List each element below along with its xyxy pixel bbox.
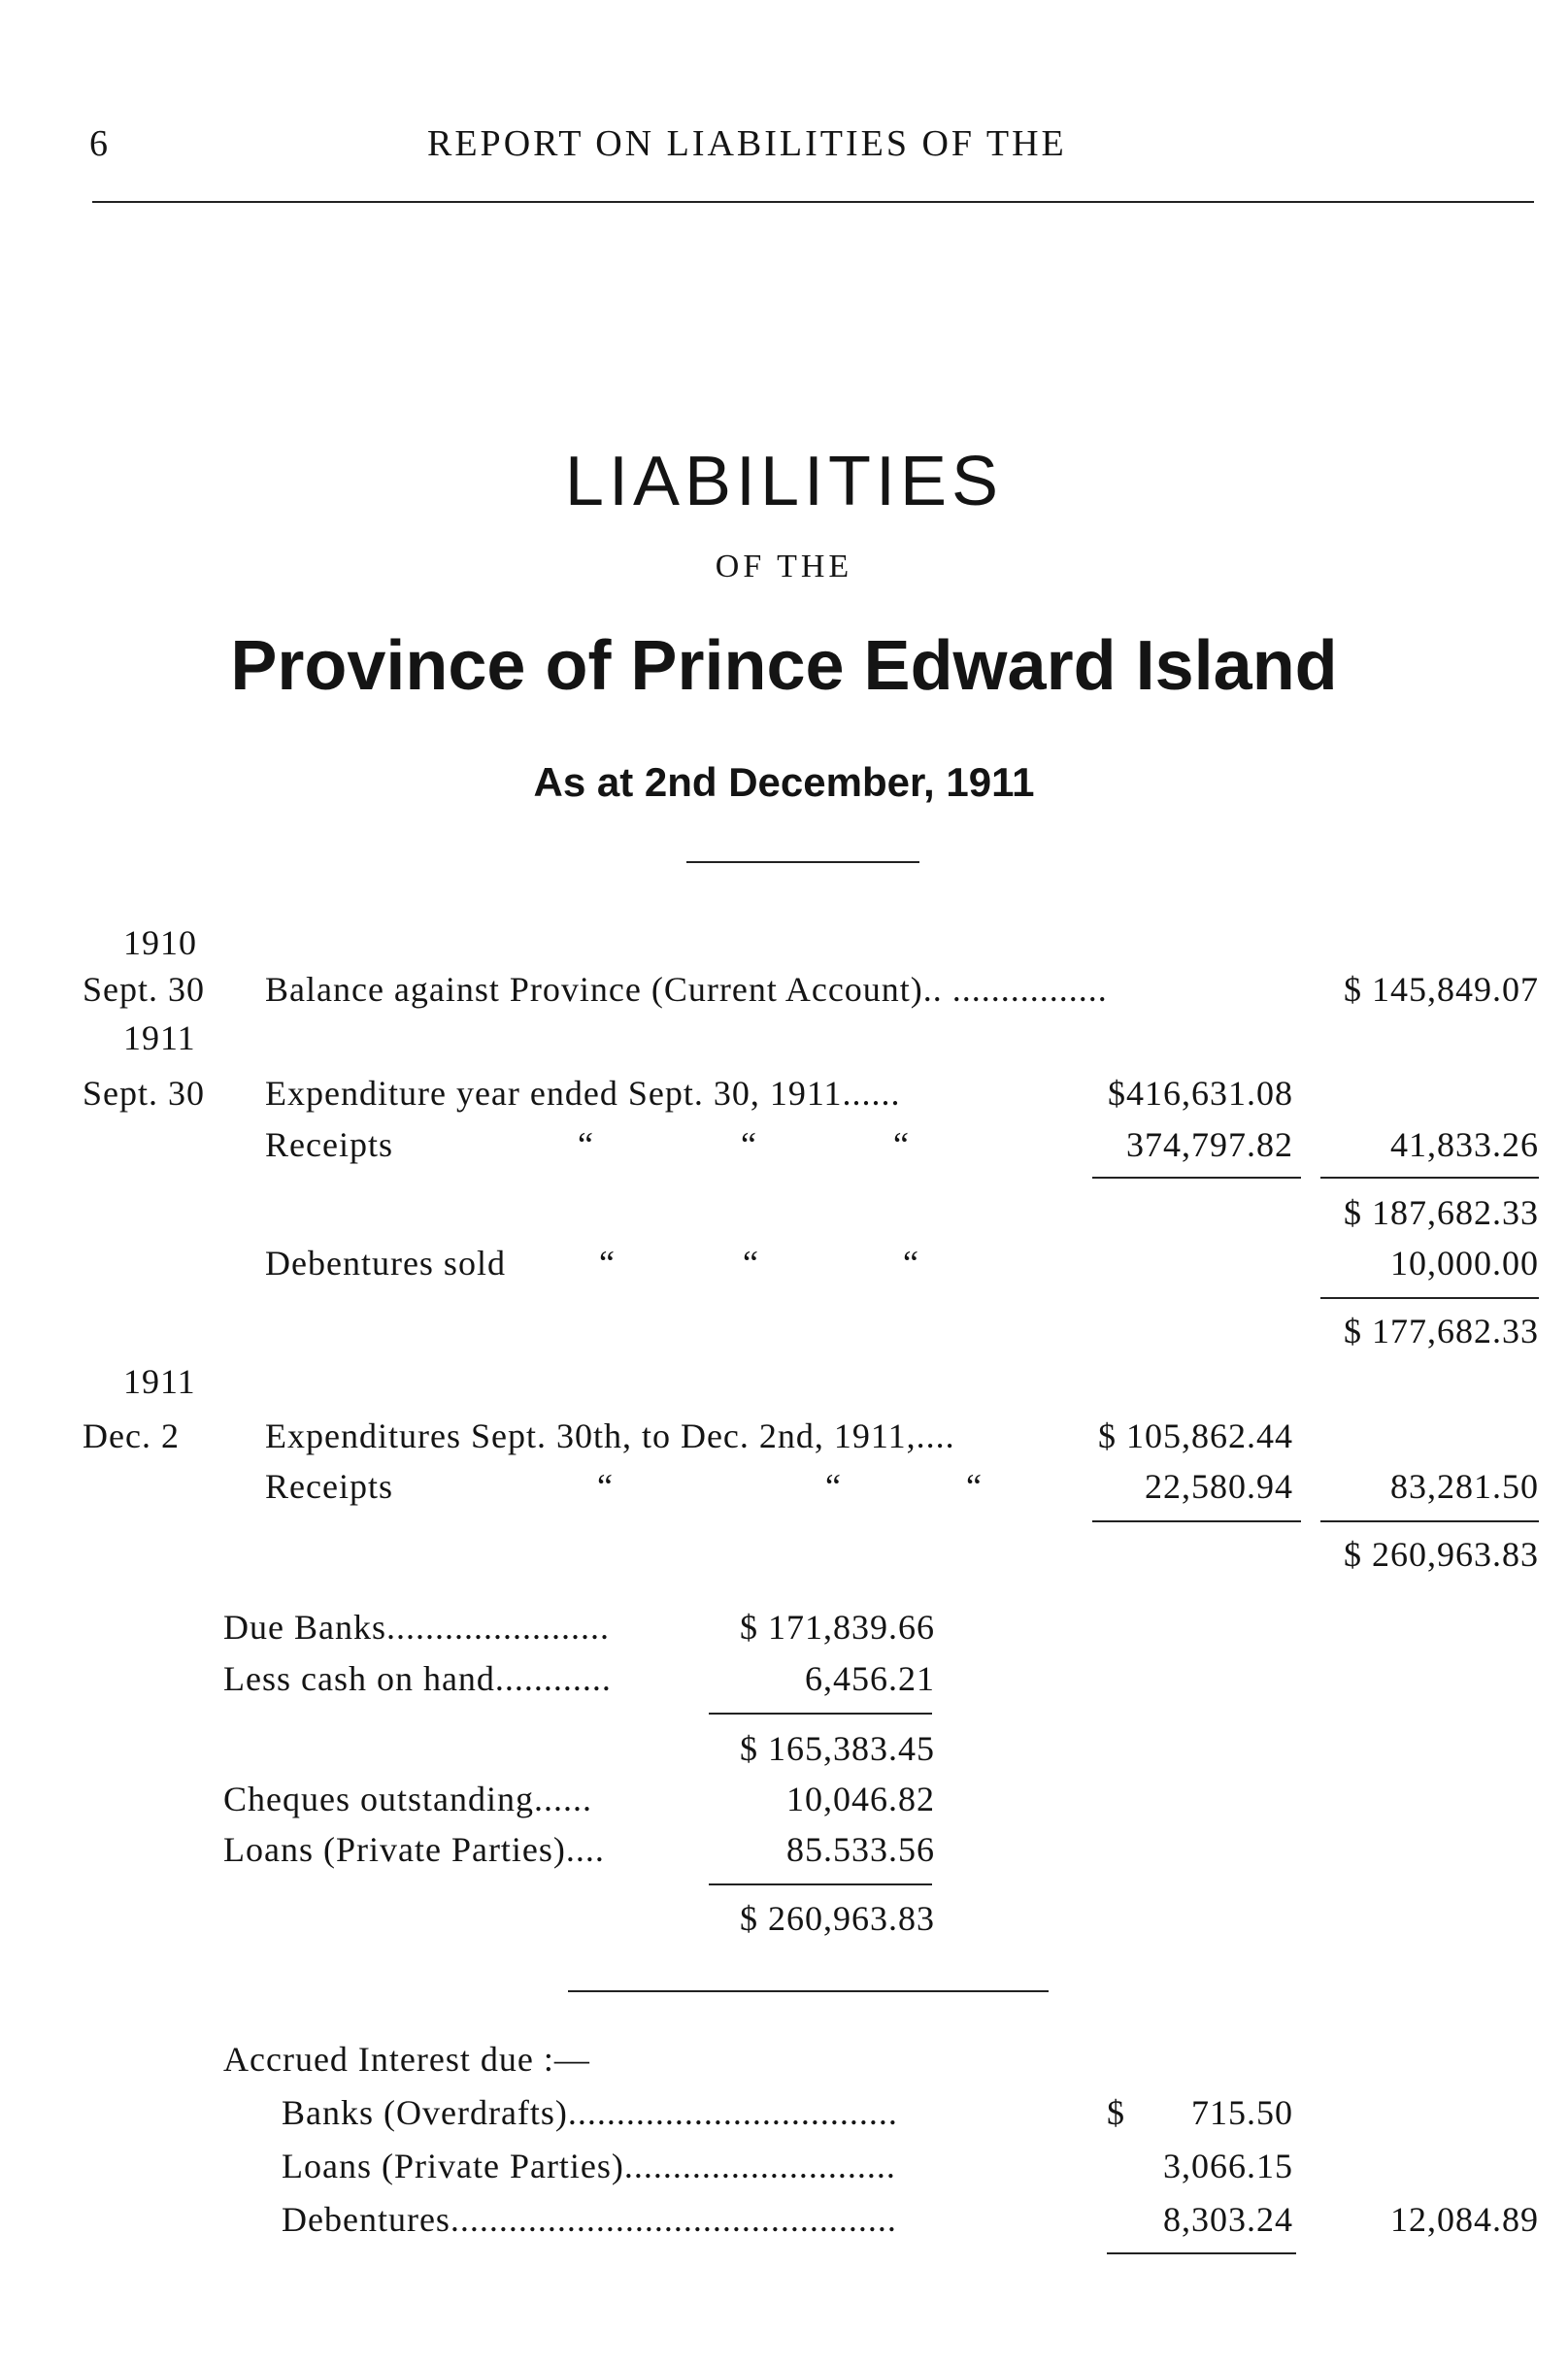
title-liabilities: LIABILITIES: [564, 443, 1004, 520]
rule: [1320, 1297, 1539, 1299]
receipts-b-amount: 22,580.94: [1145, 1467, 1293, 1506]
date-sept30-a: Sept. 30: [83, 970, 206, 1009]
ditto-mark: “: [893, 1125, 910, 1164]
interest-banks-dollar: $: [1107, 2093, 1125, 2132]
ditto-mark: “: [966, 1467, 983, 1506]
subtotal-b: $ 177,682.33: [1344, 1312, 1539, 1350]
date-dec2: Dec. 2: [83, 1416, 180, 1455]
rule: [709, 1883, 932, 1885]
expenditures-b-label: Expenditures Sept. 30th, to Dec. 2nd, 1911,....: [265, 1416, 955, 1455]
ditto-mark: “: [743, 1244, 759, 1283]
banks-total: $ 260,963.83: [740, 1899, 935, 1938]
page-number: 6: [89, 123, 108, 164]
interest-loans-label: Loans (Private Parties)............................: [282, 2147, 896, 2185]
title-of-the: OF THE: [715, 549, 853, 584]
section-rule: [568, 1990, 1049, 1992]
debentures-amount: 10,000.00: [1390, 1244, 1539, 1283]
ditto-mark: “: [903, 1244, 919, 1283]
ditto-mark: “: [597, 1467, 614, 1506]
ditto-mark: “: [599, 1244, 616, 1283]
balance-label: Balance against Province (Current Account).. ................: [265, 970, 1108, 1009]
date-sept30-b: Sept. 30: [83, 1074, 206, 1113]
cheques-label: Cheques outstanding......: [223, 1780, 592, 1818]
year-1911-a: 1911: [123, 1018, 196, 1057]
rule: [709, 1713, 932, 1715]
interest-debentures-amount: 8,303.24: [1163, 2200, 1293, 2239]
rule: [1107, 2252, 1296, 2254]
receipts-a-net: 41,833.26: [1390, 1125, 1539, 1164]
ditto-mark: “: [825, 1467, 842, 1506]
subtotal-a: $ 187,682.33: [1344, 1193, 1539, 1232]
rule: [1092, 1177, 1301, 1179]
title-date: As at 2nd December, 1911: [533, 759, 1035, 805]
interest-banks-amount: 715.50: [1191, 2093, 1293, 2132]
interest-debentures-label: Debentures..............................................: [282, 2200, 897, 2239]
rule: [1320, 1520, 1539, 1522]
year-1911-b: 1911: [123, 1362, 196, 1401]
title-rule: [686, 861, 919, 863]
expenditures-b-amount: $ 105,862.44: [1098, 1416, 1293, 1455]
expenditure-amount: $416,631.08: [1108, 1074, 1293, 1113]
rule: [1320, 1177, 1539, 1179]
ditto-mark: “: [578, 1125, 594, 1164]
account-total: $ 260,963.83: [1344, 1535, 1539, 1574]
receipts-b-net: 83,281.50: [1390, 1467, 1539, 1506]
banks-subtotal: $ 165,383.45: [740, 1729, 935, 1768]
title-province: Province of Prince Edward Island: [230, 627, 1338, 705]
interest-heading: Accrued Interest due :—: [223, 2040, 590, 2079]
header-rule: [92, 201, 1534, 203]
less-cash-label: Less cash on hand............: [223, 1659, 612, 1698]
running-title: REPORT ON LIABILITIES OF THE: [427, 123, 1067, 164]
receipts-a-amount: 374,797.82: [1126, 1125, 1293, 1164]
loans-label: Loans (Private Parties)....: [223, 1830, 605, 1869]
receipts-a-label: Receipts: [265, 1125, 393, 1164]
loans-amount: 85.533.56: [786, 1830, 935, 1869]
year-1910: 1910: [123, 923, 197, 962]
less-cash-amount: 6,456.21: [805, 1659, 935, 1698]
debentures-label: Debentures sold: [265, 1244, 506, 1283]
interest-total: 12,084.89: [1390, 2200, 1539, 2239]
receipts-b-label: Receipts: [265, 1467, 393, 1506]
interest-loans-amount: 3,066.15: [1163, 2147, 1293, 2185]
expenditure-label: Expenditure year ended Sept. 30, 1911......: [265, 1074, 901, 1113]
balance-amount: $ 145,849.07: [1344, 970, 1539, 1009]
ditto-mark: “: [741, 1125, 757, 1164]
due-banks-label: Due Banks.......................: [223, 1608, 610, 1647]
due-banks-amount: $ 171,839.66: [740, 1608, 935, 1647]
interest-banks-label: Banks (Overdrafts)..................................: [282, 2093, 898, 2132]
rule: [1092, 1520, 1301, 1522]
cheques-amount: 10,046.82: [786, 1780, 935, 1818]
